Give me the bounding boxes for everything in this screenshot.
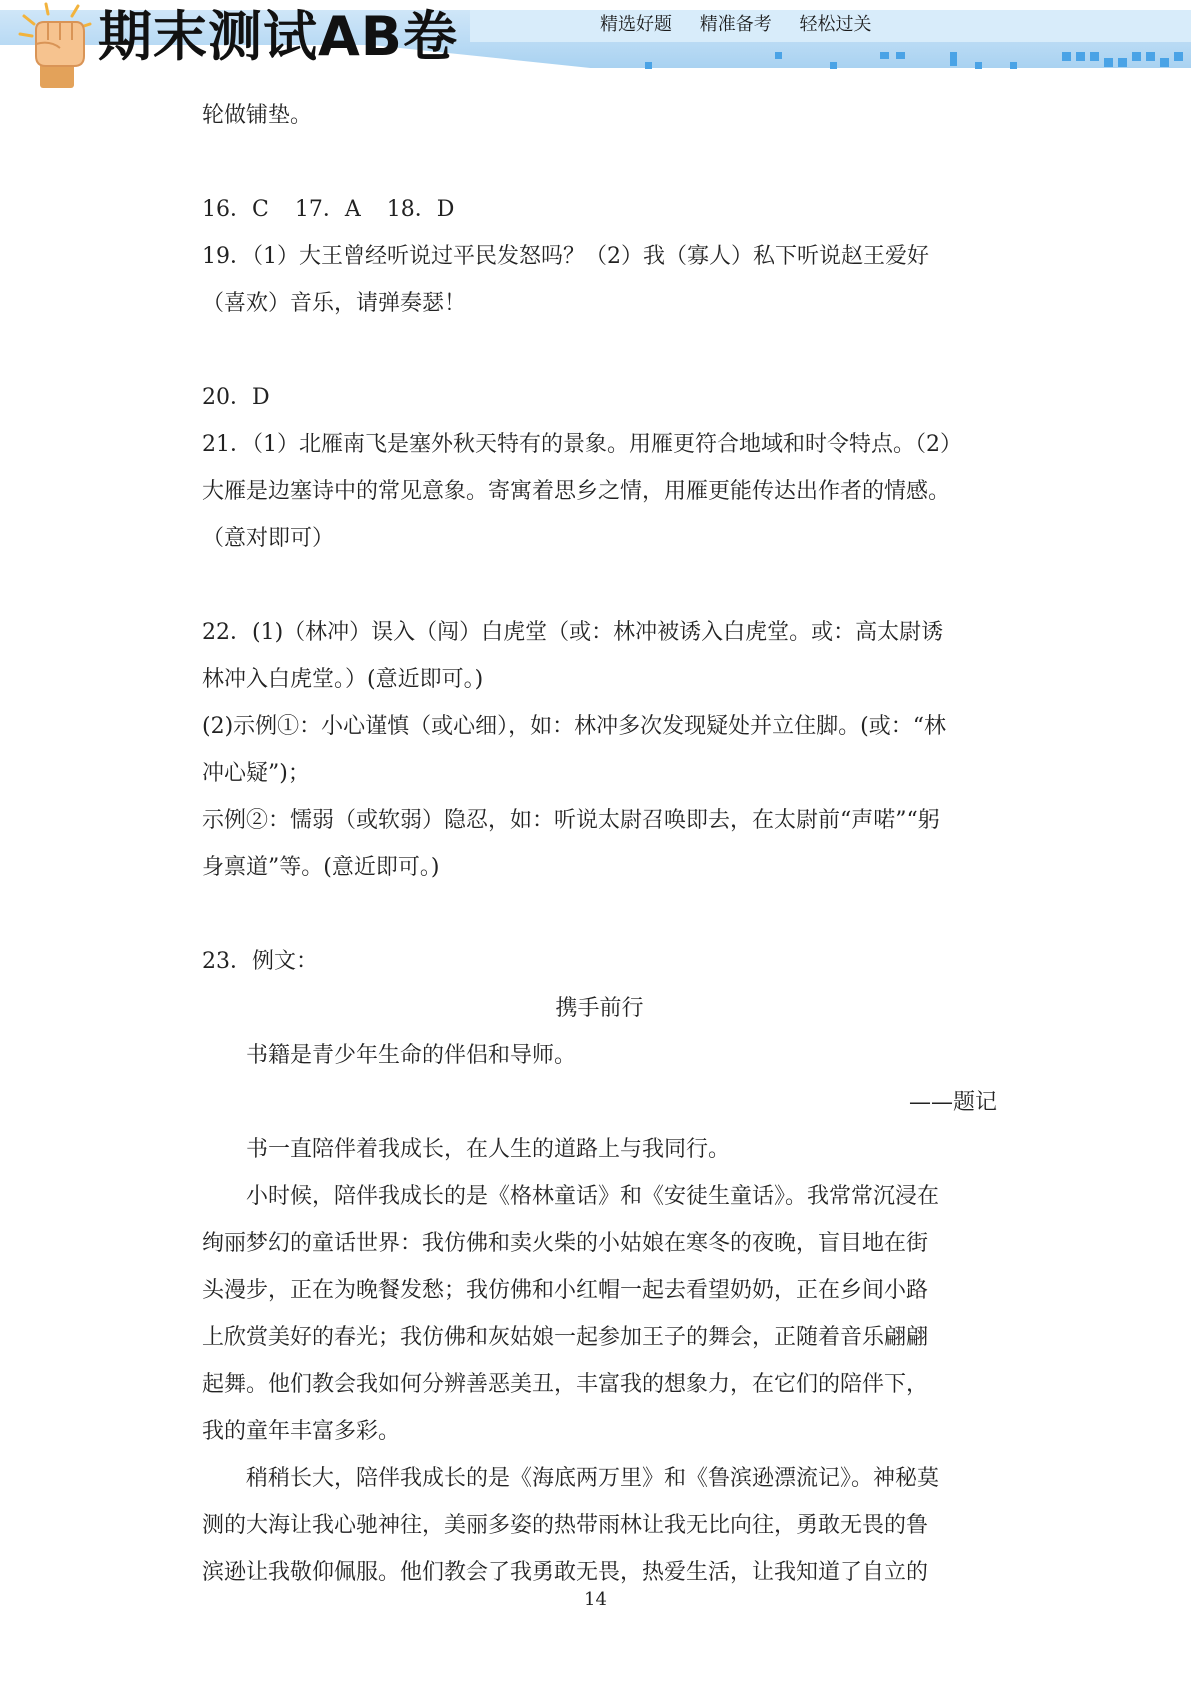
header-slogans <box>600 11 893 39</box>
decor-dot <box>1118 58 1127 67</box>
decor-dot <box>1010 62 1017 69</box>
answer-23-label: 23．例文： <box>202 949 318 974</box>
essay-line: 起舞。他们教会我如何分辨善恶美丑，丰富我的想象力，在它们的陪伴下， <box>202 1372 929 1397</box>
decor-dot <box>975 62 982 69</box>
essay-line: 头漫步，正在为晚餐发愁；我仿佛和小红帽一起去看望奶奶，正在乡间小路 <box>202 1278 929 1303</box>
answer-21-line-2: 大雁是边塞诗中的常见意象。寄寓着思乡之情，用雁更能传达出作者的情感。 <box>202 479 951 504</box>
decor-dot <box>1160 58 1169 67</box>
decor-dot <box>1132 52 1141 61</box>
text-line: 轮做铺垫。 <box>202 103 313 128</box>
essay-line: 滨逊让我敬仰佩服。他们教会了我勇敢无畏，热爱生活，让我知道了自立的 <box>202 1560 929 1585</box>
decor-dot <box>830 62 837 69</box>
essay-line: 绚丽梦幻的童话世界：我仿佛和卖火柴的小姑娘在寒冬的夜晚，盲目地在街 <box>202 1231 929 1256</box>
essay-epigraph: 书籍是青少年生命的伴侣和导师。 <box>246 1043 577 1068</box>
decor-dot <box>1104 58 1113 67</box>
page-number: 14 <box>584 1589 607 1610</box>
decor-dot <box>645 62 652 69</box>
decor-dot <box>775 52 782 59</box>
answer-21-line-1: 21．（1）北雁南飞是塞外秋天特有的景象。用雁更符合地域和时令特点。（2） <box>202 432 962 457</box>
essay-line: 上欣赏美好的春光；我仿佛和灰姑娘一起参加王子的舞会，正随着音乐翩翩 <box>202 1325 929 1350</box>
decor-dot <box>896 52 905 59</box>
decor-dot <box>1174 52 1183 61</box>
decor-dot <box>1062 52 1071 61</box>
answer-content <box>202 92 997 1596</box>
answer-16: 16．C <box>202 197 269 222</box>
answer-22-line-5: 示例②：懦弱（或软弱）隐忍，如：听说太尉召唤即去，在太尉前“声喏”“躬 <box>202 808 940 833</box>
answer-22-line-3: (2)示例①：小心谨慎（或心细），如：林冲多次发现疑处并立住脚。(或：“林 <box>202 714 946 739</box>
answer-22-line-1: 22．(1)（林冲）误入（闯）白虎堂（或：林冲被诱入白虎堂。或：高太尉诱 <box>202 620 944 645</box>
decor-dot <box>1146 52 1155 61</box>
slogan-2: 精准备考 <box>699 14 772 35</box>
slogan-1: 精选好题 <box>600 14 672 35</box>
answer-19-line-1: 19．（1）大王曾经听说过平民发怒吗？（2）我（寡人）私下听说赵王爱好 <box>202 244 929 269</box>
essay-paragraph-1: 书一直陪伴着我成长，在人生的道路上与我同行。 <box>246 1137 731 1162</box>
decor-dot <box>1076 52 1085 61</box>
essay-line: 我的童年丰富多彩。 <box>202 1419 401 1444</box>
answers-16-18 <box>202 186 997 233</box>
answer-22-line-4: 冲心疑”)； <box>202 761 310 786</box>
essay-paragraph-2: 小时候，陪伴我成长的是《格林童话》和《安徒生童话》。我常常沉浸在 <box>246 1184 940 1209</box>
page-header <box>0 0 1191 95</box>
answer-17: 17．A <box>294 197 361 222</box>
decor-dot <box>1090 52 1099 61</box>
answer-22-line-2: 林冲入白虎堂。）(意近即可。) <box>202 667 484 692</box>
essay-line: 测的大海让我心驰神往，美丽多姿的热带雨林让我无比向往，勇敢无畏的鲁 <box>202 1513 929 1538</box>
answer-19-line-2: （喜欢）音乐，请弹奏瑟！ <box>202 291 467 316</box>
brand-title: 期末测试AB卷 <box>98 5 458 68</box>
decor-dot <box>880 52 889 59</box>
raised-fist-icon <box>16 0 96 88</box>
answer-21-line-3: （意对即可） <box>202 526 335 551</box>
essay-title: 携手前行 <box>555 996 644 1021</box>
essay-paragraph-3: 稍稍长大，陪伴我成长的是《海底两万里》和《鲁滨逊漂流记》。神秘莫 <box>246 1466 940 1491</box>
slogan-3: 轻松过关 <box>799 14 872 35</box>
decor-dot <box>950 52 957 66</box>
answer-22-line-6: 身禀道”等。(意近即可。) <box>202 855 440 880</box>
essay-epigraph-source: ——题记 <box>908 1090 997 1115</box>
answer-18: 18．D <box>386 197 455 222</box>
answer-20: 20．D <box>202 385 270 410</box>
